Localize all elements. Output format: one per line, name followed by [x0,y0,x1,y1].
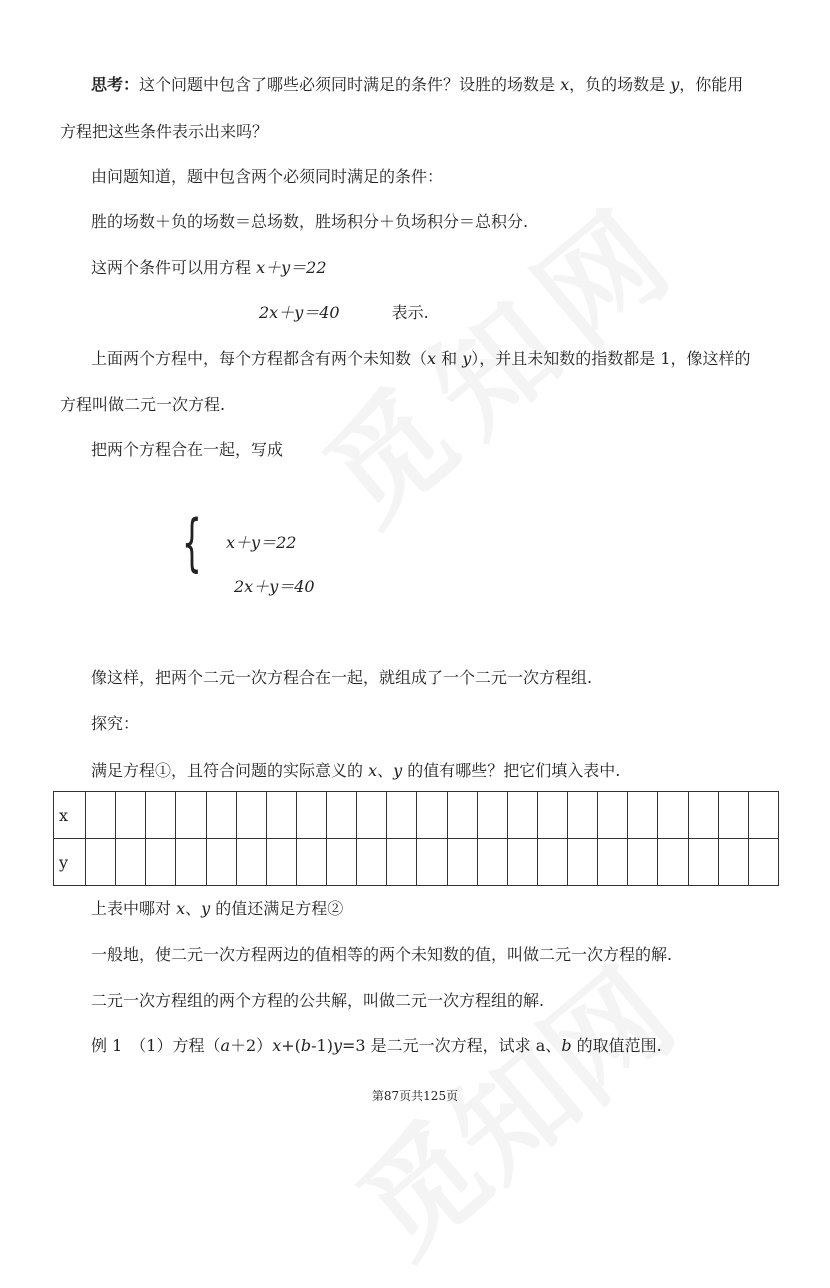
table-cell[interactable] [357,839,387,886]
table-cell[interactable] [296,792,326,839]
watermark-bottom [317,924,703,1287]
var-x: x [427,349,437,368]
paragraph-definition [91,349,751,369]
table-cell[interactable] [568,792,598,839]
table-cell[interactable] [477,792,507,839]
table-cell[interactable] [296,839,326,886]
text: 这个问题中包含了哪些必须同时满足的条件？设胜的场数是 [139,75,561,94]
var-b: b [561,1036,572,1055]
var-y: y [462,349,472,368]
table-row-x [54,792,779,839]
table-cell[interactable] [688,839,718,886]
text: 这两个条件可以用方程 [91,258,257,277]
table-cell[interactable] [236,792,266,839]
page-footer: 第87页共125页 [371,1089,459,1103]
table-cell[interactable] [568,839,598,886]
var-x: x [560,75,570,94]
table-cell[interactable] [718,792,748,839]
table-cell[interactable] [537,839,567,886]
values-table [53,791,779,886]
table-cell[interactable] [507,792,537,839]
table-cell[interactable] [658,839,688,886]
paragraph-table-intro [91,761,620,781]
table-cell[interactable] [447,792,477,839]
left-brace-icon: { [182,506,202,579]
equation-2: 2x＋y＝40 [259,303,340,322]
table-cell[interactable] [658,792,688,839]
paragraph-system-definition: 像这样，把两个二元一次方程合在一起，就组成了一个二元一次方程组. [91,668,593,687]
paragraph-table-question [91,899,343,919]
table-cell[interactable] [146,792,176,839]
paragraph-think [91,75,743,95]
table-cell[interactable] [417,839,447,886]
var-x: x [272,1036,282,1055]
var-x: x [368,761,378,780]
table-cell[interactable] [86,792,116,839]
table-cell[interactable] [176,792,206,839]
table-cell[interactable] [116,792,146,839]
table-cell[interactable] [327,839,357,886]
text: -1) [311,1036,333,1055]
table-cell[interactable] [206,839,236,886]
text: ＋2） [230,1036,273,1055]
table-cell[interactable] [387,839,417,886]
text: +( [281,1036,301,1055]
paragraph-condition-text: 胜的场数＋负的场数＝总场数，胜场积分＋负场积分＝总积分. [91,212,529,231]
paragraph-conditions: 由问题知道，题中包含两个必须同时满足的条件： [91,167,444,186]
text: 例 1 （1）方程（ [91,1036,221,1055]
text: 表示. [391,303,429,322]
table-cell[interactable] [537,792,567,839]
table-cell[interactable] [477,839,507,886]
text: ，负的场数是 [569,75,671,94]
table-cell[interactable] [387,792,417,839]
table-cell[interactable] [628,839,658,886]
paragraph-think-cont: 方程把这些条件表示出来吗？ [60,122,269,141]
text: =3 是二元一次方程，试求 a、 [342,1036,562,1055]
var-y: y [332,1036,342,1055]
text: 的值还满足方程② [210,899,344,918]
table-cell[interactable] [748,792,778,839]
paragraph-equation-1 [91,258,327,278]
table-cell[interactable] [507,839,537,886]
paragraph-equation-2 [259,303,429,323]
text: 满足方程①，且符合问题的实际意义的 [91,761,369,780]
row-label-x: x [54,792,86,839]
text: 上表中哪对 [91,899,177,918]
text: ，你能用 [679,75,744,94]
table-cell[interactable] [688,792,718,839]
text: 的取值范围. [571,1036,662,1055]
table-cell[interactable] [86,839,116,886]
var-y: y [393,761,403,780]
table-cell[interactable] [236,839,266,886]
row-label-y: y [54,839,86,886]
think-label: 思考： [91,75,140,94]
paragraph-system-solution-definition: 二元一次方程组的两个方程的公共解，叫做二元一次方程组的解. [91,991,545,1010]
table-cell[interactable] [146,839,176,886]
system-equation-1: x＋y＝22 [226,533,297,552]
var-b: b [300,1036,312,1055]
table-cell[interactable] [116,839,146,886]
table-cell[interactable] [748,839,778,886]
text: 、 [185,899,202,918]
table-cell[interactable] [598,839,628,886]
text: 的值有哪些？把它们填入表中. [402,761,621,780]
table-cell[interactable] [718,839,748,886]
table-cell[interactable] [447,839,477,886]
paragraph-solution-definition: 一般地，使二元一次方程两边的值相等的两个未知数的值，叫做二元一次方程的解. [91,945,673,964]
table-cell[interactable] [628,792,658,839]
equation-1: x＋y＝22 [256,258,327,277]
paragraph-combine: 把两个方程合在一起，写成 [91,440,284,459]
table-cell[interactable] [417,792,447,839]
text: 、 [377,761,394,780]
table-cell[interactable] [266,792,296,839]
table-cell[interactable] [327,792,357,839]
text: ），并且未知数的指数都是 1，像这样的 [471,349,751,368]
var-y: y [670,75,680,94]
var-a: a [220,1036,230,1055]
table-cell[interactable] [206,792,236,839]
var-x: x [176,899,186,918]
var-y: y [201,899,211,918]
text: 和 [436,349,463,368]
table-cell[interactable] [357,792,387,839]
paragraph-explore: 探究： [91,714,140,733]
paragraph-definition-cont: 方程叫做二元一次方程. [60,395,226,414]
text: 上面两个方程中，每个方程都含有两个未知数（ [91,349,428,368]
table-cell[interactable] [266,839,296,886]
table-cell[interactable] [176,839,206,886]
table-row-y [54,839,779,886]
table-cell[interactable] [598,792,628,839]
system-equation-2: 2x＋y＝40 [234,577,315,596]
